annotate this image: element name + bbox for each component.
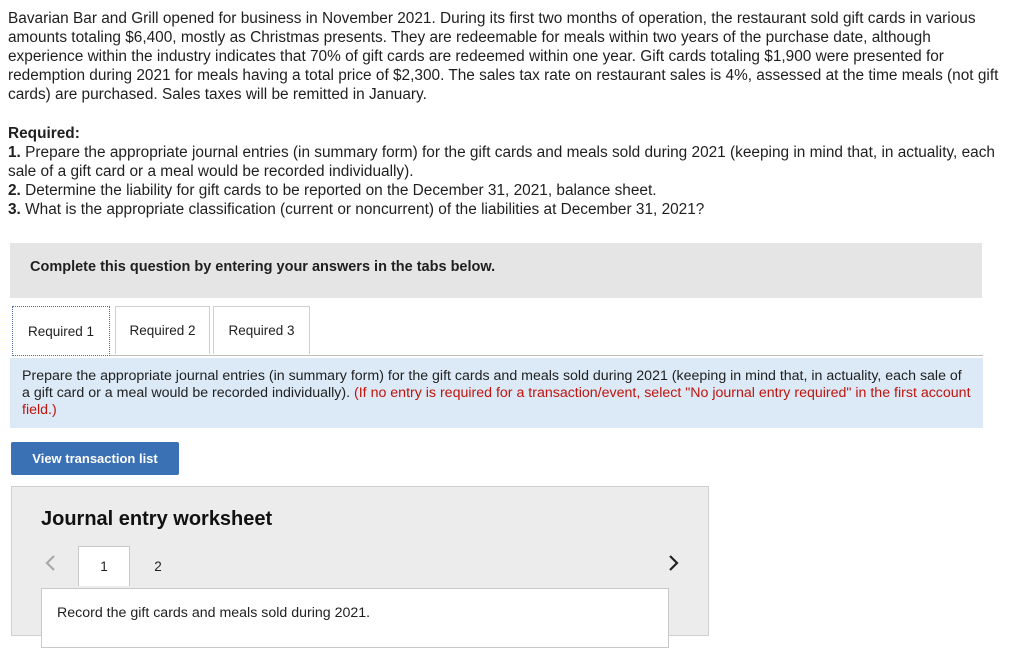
worksheet-entry-panel: [41, 588, 669, 648]
required-item-number: 2.: [8, 182, 21, 199]
journal-entry-worksheet: [11, 486, 709, 636]
problem-statement: [8, 9, 1008, 104]
required-tabs: [10, 306, 983, 356]
required-item-1: [8, 143, 1008, 181]
worksheet-title: Journal entry worksheet: [41, 508, 273, 530]
required-item-2: [8, 181, 1008, 200]
tab-required-1[interactable]: Required 1: [12, 306, 110, 356]
tabs-divider: [110, 355, 983, 356]
chevron-right-icon[interactable]: [665, 553, 681, 573]
required-section: [8, 124, 1008, 219]
required-heading: Required:: [8, 125, 80, 142]
instructions-note: (If no entry is required for a transaction/event, select "No journal entry required" in the first account field.): [22, 385, 971, 418]
instructions-panel: [10, 358, 983, 428]
required-item-text: What is the appropriate classification (current or noncurrent) of the liabilities at December 31, 2021?: [25, 201, 705, 218]
view-transaction-list-button[interactable]: View transaction list: [11, 442, 179, 475]
chevron-left-icon[interactable]: [43, 553, 59, 573]
required-item-number: 3.: [8, 201, 21, 218]
tab-required-2[interactable]: Required 2: [115, 306, 210, 354]
required-item-3: [8, 200, 1008, 219]
required-item-text: Prepare the appropriate journal entries (in summary form) for the gift cards and meals sold during 2021 (keeping in mind that, in actuality, each sale of a gift card or a meal would be recorded individually).: [8, 144, 995, 180]
problem-text: Bavarian Bar and Grill opened for business in November 2021. During its first two months of operation, the restaurant sold gift cards in various amounts totaling $6,400, mostly as Christmas presents. They are redeemable for meals within two years of the purchase date, although experience within the industry indicates that 70% of gift cards are redeemed within one year. Gift cards totaling $1,900 were presented for redemption during 2021 for meals having a total price of $2,300. The sales tax rate on restaurant sales is 4%, assessed at the time meals (not gift cards) are purchased. Sales taxes will be remitted in January.: [8, 10, 999, 103]
instructions-text: Prepare the appropriate journal entries (in summary form) for the gift cards and meals sold during 2021 (keeping in mind that, in actuality, each sale of a gift card or a meal would be recorded individually).: [22, 368, 962, 401]
required-item-text: Determine the liability for gift cards to be reported on the December 31, 2021, balance sheet.: [25, 182, 657, 199]
complete-question-text: Complete this question by entering your answers in the tabs below.: [30, 259, 496, 275]
tab-required-3[interactable]: Required 3: [213, 306, 310, 354]
required-item-number: 1.: [8, 144, 21, 161]
worksheet-page-2[interactable]: 2: [154, 558, 162, 574]
complete-question-banner: [10, 243, 982, 298]
worksheet-page-1[interactable]: 1: [78, 546, 130, 586]
worksheet-entry-prompt: Record the gift cards and meals sold during 2021.: [57, 605, 371, 621]
